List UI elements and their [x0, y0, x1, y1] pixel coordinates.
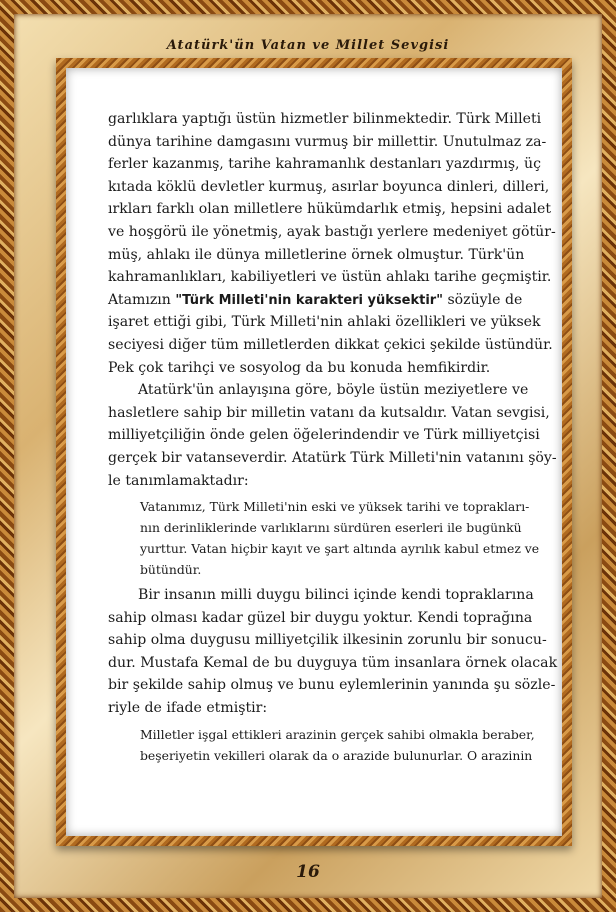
text-line: Atatürk'ün anlayışına göre, böyle üstün meziyetlere ve — [138, 382, 529, 399]
bold-quote: "Türk Milleti'nin karakteri yüksektir" — [175, 292, 443, 308]
text-line: dur. Mustafa Kemal de bu duyguya tüm insanlara örnek olacak — [108, 654, 558, 671]
paragraph-2 — [108, 379, 557, 492]
paragraph-3 — [108, 584, 558, 720]
text-line: seciyesi diğer tüm milletlerden dikkat çekici şekilde üstündür. — [108, 336, 553, 353]
text-line: sahip olması kadar güzel bir duygu yoktur. Kendi toprağına — [108, 609, 533, 626]
running-header: Atatürk'ün Vatan ve Millet Sevgisi — [166, 38, 450, 53]
text-line: hasletlere sahip bir milletin vatanı da kutsaldır. Vatan sevgisi, — [108, 404, 550, 421]
quote-line: bütündür. — [140, 562, 202, 578]
text-line: bir şekilde sahip olmuş ve bunu eylemlerinin yanında şu sözle- — [108, 677, 556, 694]
text-line: müş, ahlakı ile dünya milletlerine örnek olmuştur. Türk'ün — [108, 246, 525, 263]
text-line: kahramanlıkları, kabiliyetleri ve üstün ahlakı tarihe geçmiştir. — [108, 269, 552, 286]
text-line: Bir insanın milli duygu bilinci içinde kendi topraklarına — [138, 587, 534, 604]
paragraph-1 — [108, 108, 556, 379]
text-line: işaret ettiği gibi, Türk Milleti'nin ahlaki özellikleri ve yüksek — [108, 314, 541, 331]
text-line: gerçek bir vatanseverdir. Atatürk Türk Milleti'nin vatanını şöy- — [108, 449, 557, 466]
body-text — [108, 108, 558, 766]
quote-line: yurttur. Vatan hiçbir kayıt ve şart altında ayrılık kabul etmez ve — [140, 541, 540, 557]
text-line: Pek çok tarihçi ve sosyolog da bu konuda hemfikirdir. — [108, 359, 491, 376]
quote-line: beşeriyetin vekilleri olarak da o arazide bulunurlar. O arazinin — [140, 747, 533, 763]
text-line-with-quote — [108, 289, 523, 312]
quote-line: nın derinliklerinde varlıklarını sürdüren eserleri ile bugünkü — [140, 520, 522, 536]
text-span: Atamızın — [108, 291, 176, 308]
text-line: le tanımlamaktadır: — [108, 472, 249, 489]
block-quote-1 — [108, 496, 540, 580]
text-line: ferler kazanmış, tarihe kahramanlık destanları yazdırmış, üç — [108, 156, 541, 173]
page-number: 16 — [296, 862, 320, 882]
text-line: garlıklara yaptığı üstün hizmetler bilinmektedir. Türk Milleti — [108, 111, 542, 127]
text-line: sahip olma duygusu milliyetçilik ilkesinin zorunlu bir sonucu- — [108, 632, 547, 649]
text-span: sözüyle de — [442, 291, 523, 308]
text-line: ve hoşgörü ile yönetmiş, ayak bastığı yerlere medeniyet götür- — [108, 223, 556, 240]
quote-line: Vatanımız, Türk Milleti'nin eski ve yüksek tarihi ve toprakları- — [140, 499, 530, 515]
text-line: milliyetçiliğin önde gelen öğelerindendir ve Türk milliyetçisi — [108, 427, 540, 444]
text-line: dünya tarihine damgasını vurmuş bir millettir. Unutulmaz za- — [108, 133, 547, 150]
block-quote-2 — [108, 724, 535, 766]
quote-line: Milletler işgal ettikleri arazinin gerçek sahibi olmakla beraber, — [140, 726, 535, 742]
text-line: riyle de ifade etmiştir: — [108, 700, 268, 717]
text-line: kıtada köklü devletler kurmuş, asırlar boyunca dinleri, dilleri, — [108, 178, 550, 195]
text-line: ırkları farklı olan milletlere hükümdarlık etmiş, hepsini adalet — [108, 201, 552, 218]
